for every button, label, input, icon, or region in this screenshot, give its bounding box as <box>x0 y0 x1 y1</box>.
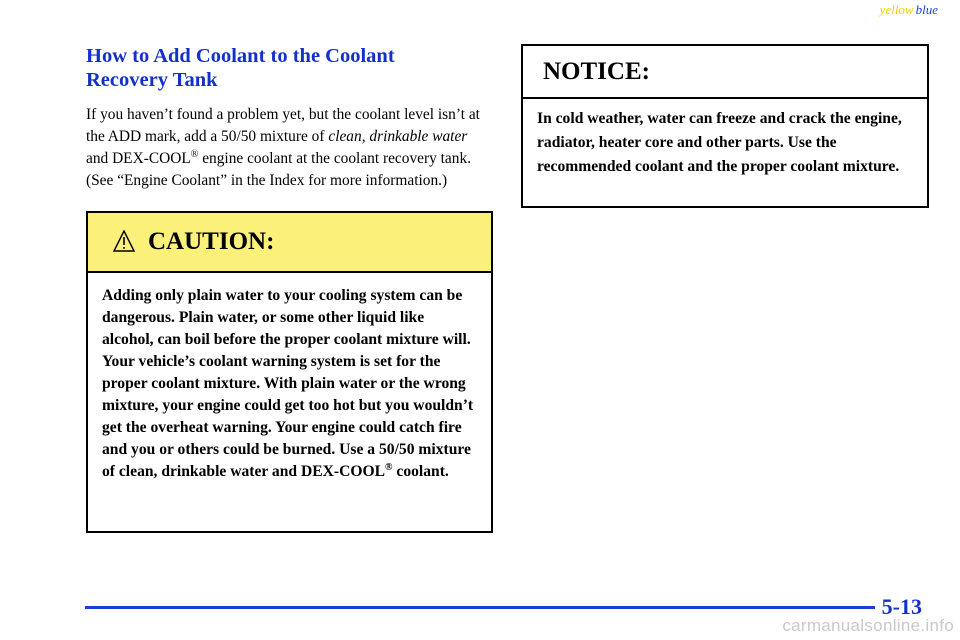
caution-text <box>88 273 491 483</box>
color-tag-yellow: yellow <box>879 2 914 17</box>
caution-title: CAUTION: <box>148 228 275 255</box>
section-heading-line2: Recovery Tank <box>86 69 218 91</box>
intro-text-1: If you haven’t found a problem yet, but the coolant level isn’t at the ADD mark, add a 50/50 mixture of <box>86 106 480 145</box>
caution-text-end: coolant. <box>392 463 449 480</box>
page-number: 5-13 <box>881 594 922 619</box>
notice-text: In cold weather, water can freeze and crack the engine, radiator, heater core and other parts. Use the recommended coolant and the proper coolant mixture. <box>537 110 902 175</box>
section-heading-line1: How to Add Coolant to the Coolant <box>86 45 395 67</box>
caution-header <box>88 213 491 273</box>
registered-mark: ® <box>190 148 199 160</box>
footer-rule <box>85 606 875 609</box>
section-heading <box>86 44 492 92</box>
color-tag-blue: blue <box>915 2 938 17</box>
intro-text-2: and DEX-COOL <box>86 150 191 167</box>
warning-triangle-icon <box>113 230 135 252</box>
color-tag <box>880 2 938 18</box>
intro-text-3: engine coolant at the coolant recovery tank. (See “Engine Coolant” in the Index for more information.) <box>86 150 471 189</box>
notice-header <box>523 46 927 99</box>
notice-box <box>521 44 929 208</box>
caution-text-main: Adding only plain water to your cooling system can be dangerous. Plain water, or some other liquid like alcohol, can boil before the proper coolant mixture will. Your vehicle’s coolant warning system is set for the proper coolant mixture. With plain water or the wrong mixture, your engine could get too hot but you wouldn’t get the overheat warning. Your engine could catch fire and you or others could be burned. Use a 50/50 mixture of clean, drinkable water and DEX-COOL <box>102 287 474 480</box>
watermark: carmanualsonline.info <box>782 616 954 635</box>
notice-title: NOTICE: <box>543 58 650 85</box>
caution-box <box>86 211 493 533</box>
caution-registered-mark: ® <box>385 461 393 473</box>
left-column <box>86 44 492 192</box>
intro-italic: clean, drinkable water <box>328 128 468 145</box>
intro-paragraph <box>86 104 492 192</box>
